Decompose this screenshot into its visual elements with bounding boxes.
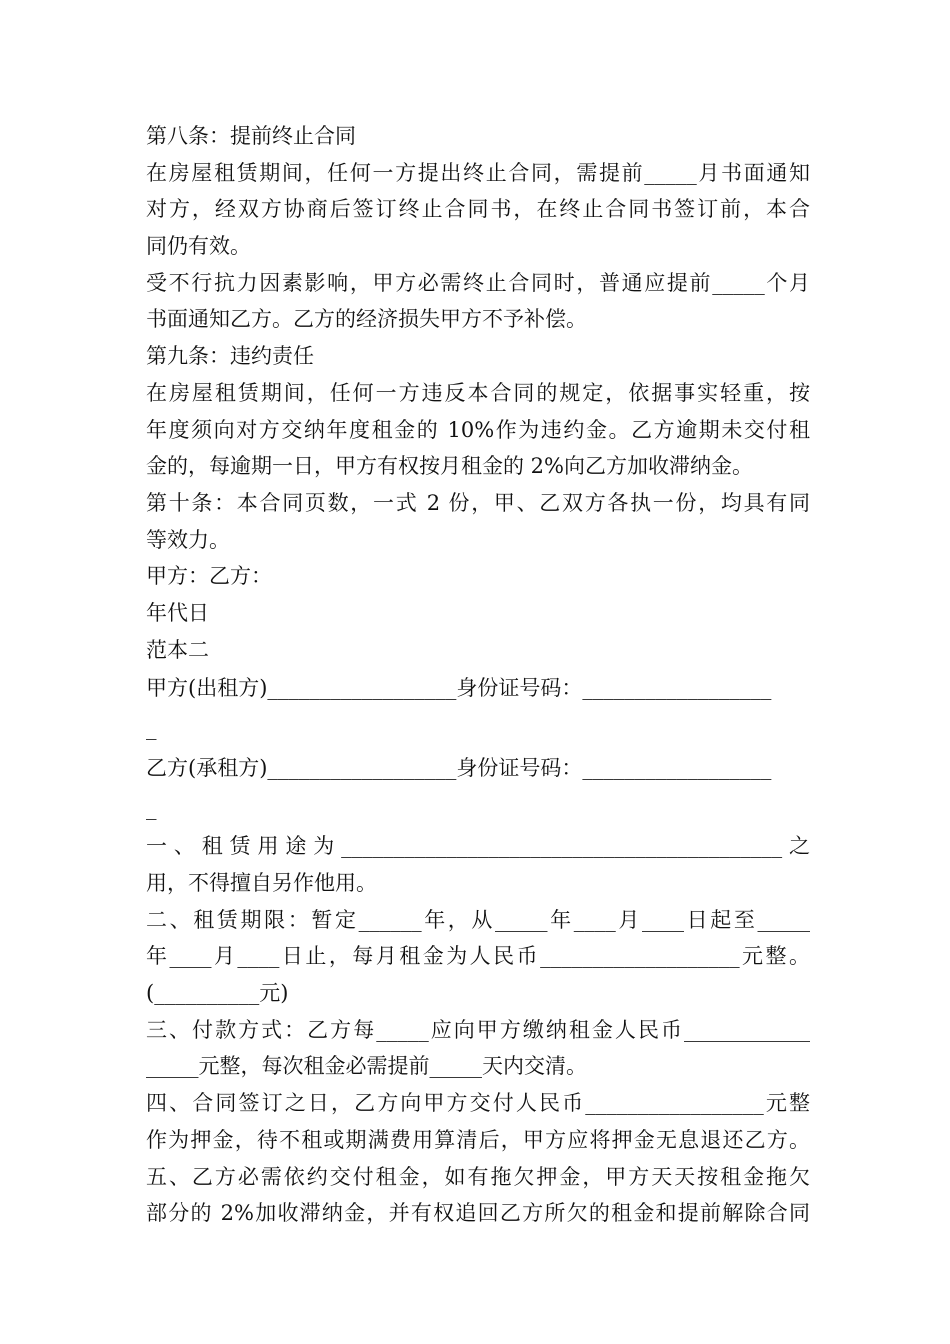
paragraph-line: 对方，经双方协商后签订终止合同书，在终止合同书签订前，本合 [146,197,810,222]
paragraph-line: 书面通知乙方。乙方的经济损失甲方不予补偿。 [146,307,587,332]
form-line: 乙方(承租方)__________________身份证号码：__________________ [146,756,772,781]
paragraph-line: 在房屋租赁期间，任何一方提出终止合同，需提前_____月书面通知 [146,160,810,185]
clause-line: 五、乙方必需依约交付租金，如有拖欠押金，甲方天天按租金拖欠 [146,1164,810,1189]
form-line: _ [146,796,157,821]
paragraph-line: 年度须向对方交纳年度租金的 10%作为违约金。乙方逾期未交付租 [146,417,810,442]
clause-line: (__________元) [146,981,289,1006]
form-line: 甲方(出租方)__________________身份证号码：__________________ [146,676,772,701]
section-heading: 第九条：违约责任 [146,344,314,369]
paragraph-line: 在房屋租赁期间，任何一方违反本合同的规定，依据事实轻重，按 [146,380,810,405]
section-heading: 第八条：提前终止合同 [146,124,356,148]
paragraph-line: 等效力。 [146,527,230,552]
paragraph-line: 第十条：本合同页数，一式 2 份，甲、乙双方各执一份，均具有同 [146,490,810,515]
paragraph-line: 受不行抗力因素影响，甲方必需终止合同时，普通应提前_____个月 [146,270,810,295]
clause-line: 四、合同签订之日，乙方向甲方交付人民币_________________元整 [146,1091,810,1116]
section-heading: 范本二 [146,637,209,662]
clause-line: 二、租赁期限：暂定______年，从_____年____月____日起至_____ [146,907,810,932]
clause-line: 作为押金，待不租或期满费用算清后，甲方应将押金无息退还乙方。 [146,1127,810,1152]
document-body [146,118,810,1232]
signature-line: 甲方：乙方： [146,564,272,589]
date-line: 年代日 [146,600,209,625]
form-line: _ [146,716,157,741]
paragraph-line: 金的，每逾期一日，甲方有权按月租金的 2%向乙方加收滞纳金。 [146,454,753,479]
paragraph-line: 同仍有效。 [146,234,251,259]
clause-line: 年____月____日止，每月租金为人民币___________________元整。 [146,944,810,969]
clause-line: _____元整，每次租金必需提前_____天内交清。 [146,1054,587,1079]
clause-line: 三、付款方式：乙方每_____应向甲方缴纳租金人民币____________ [146,1017,810,1042]
clause-line: 用，不得擅自另作他用。 [146,871,377,895]
clause-line: 部分的 2%加收滞纳金，并有权追回乙方所欠的租金和提前解除合同 [146,1201,810,1226]
clause-line: 一、租赁用途为__________________________________________之 [146,834,810,859]
